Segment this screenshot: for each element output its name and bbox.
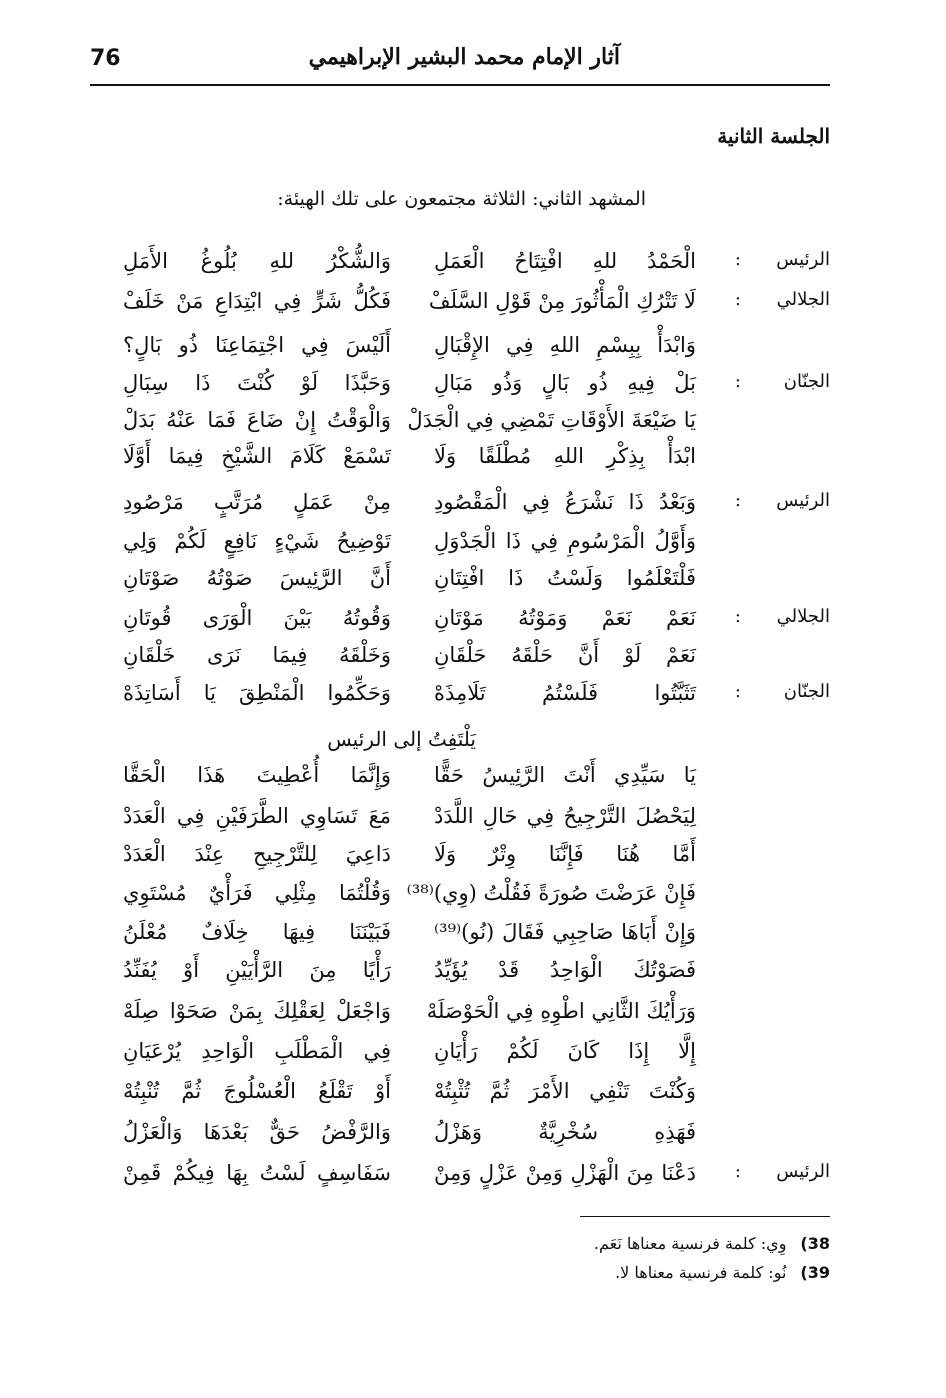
verse-row [0,836,946,876]
verse-second-hemistich: وَالرَّفْضُ حَقٌّ بَعْدَهَا وَالْعَزْلُ [123,1120,391,1144]
verse-row [0,523,946,563]
verse-row [0,438,946,478]
verse-second-hemistich: أَنَّ الرَّئِيسَ صَوْتُهُ صَوْتَانِ [123,566,391,590]
page-number: 76 [90,46,121,71]
verse-colon: : [734,1161,741,1182]
verse-row [0,1155,946,1195]
verse-row [0,675,946,715]
verse-first-hemistich: تَثَبَّتُوا فَلَسْتُمُ تَلَامِذَهْ [434,681,696,705]
verse-first-hemistich: الْحَمْدُ للهِ افْتِتَاحُ الْعَمَلِ [434,249,696,273]
verse-first-hemistich: لَا تَتْرُكِ الْمَأْثُورَ مِنْ قَوْلِ السَّلَفْ [428,289,696,313]
verse-first-hemistich: دَعْنَا مِنَ الْهَزْلِ وَمِنْ عَزْلٍ وَمِنْ [434,1161,696,1185]
verse-second-hemistich: فَبَيْنَنَا فِيهَا خِلَافٌ مُعْلَنُ [123,920,391,944]
verse-first-hemistich: نَعَمْ لَوْ أَنَّ حَلْقَهُ حَلْقَانِ [434,643,696,667]
verse-second-hemistich: وَاجْعَلْ لِعَقْلِكَ بِمَنْ صَحَوْا صِلَهْ [123,999,391,1023]
verse-row [0,402,946,442]
verse-second-hemistich: فَكُلُّ شَرٍّ فِي ابْتِدَاعِ مَنْ خَلَفْ [123,289,391,313]
verse-first-hemistich: وَابْدَأْ بِبِسْمِ اللهِ فِي الإِقْبَالِ [434,333,696,357]
verse-second-hemistich: مَعَ تَسَاوِي الطَّرَفَيْنِ فِي الْعَدَدْ [123,804,391,828]
verse-second-hemistich: وَحَبَّذَا لَوْ كُنْتَ ذَا سِبَالِ [123,371,391,395]
section-title: الجلسة الثانية [717,124,830,148]
verse-row [0,914,946,954]
verse-second-hemistich: سَفَاسِفٍ لَسْتُ بِهَا فِيكُمْ قَمِنْ [123,1161,391,1185]
running-title: آثار الإمام محمد البشير الإبراهيمي [308,44,620,70]
verse-row [0,993,946,1033]
footnote-number: 38) [800,1234,830,1253]
scene-description: المشهد الثاني: الثلاثة مجتمعون على تلك الهيئة: [277,188,646,210]
verse-second-hemistich: وَقُلْتُمَا مِثْلِي فَرَأْيٌ مُسْتَوِي [123,881,391,905]
verse-first-hemistich: وَرَأْيُكَ الثَّانِي اطْوِهِ فِي الْحَوْصَلَهْ [426,999,696,1023]
verse-first-hemistich: يَا ضَيْعَةَ الأَوْقَاتِ تَمْضِي فِي الْجَدَلْ [407,408,696,432]
verse-first-hemistich: ابْدَأْ بِذِكْرِ اللهِ مُطْلَقًا وَلَا [434,444,696,468]
verse-colon: : [734,490,741,511]
verse-first-hemistich: فَإِنْ عَرَضْتَ صُورَةً فَقُلْتُ (وِي)⁽³⁸⁾ [406,881,696,905]
verse-first-hemistich: لِيَحْصُلَ التَّرْجِيحُ فِي حَالِ اللَّدَدْ [434,804,696,828]
verse-row [0,1114,946,1154]
verse-second-hemistich: وَالشُّكْرُ للهِ بُلُوغُ الأَمَلِ [123,249,391,273]
verse-row [0,1073,946,1113]
verse-row [0,243,946,283]
verse-colon: : [734,681,741,702]
verse-first-hemistich: فَهَذِهِ سُخْرِيَّةٌ وَهَزْلُ [434,1120,696,1144]
verse-speaker: الرئيس [776,249,830,270]
footnote-divider [580,1216,830,1217]
verse-second-hemistich: دَاعِيَ لِلتَّرْجِيحِ عِنْدَ الْعَدَدْ [123,842,391,866]
verse-speaker: الجنّان [783,681,830,702]
verse-second-hemistich: فِي الْمَطْلَبِ الْوَاحِدِ يُرْعَيَانِ [123,1039,391,1063]
footnote [594,1234,830,1253]
verse-row [0,327,946,367]
verse-first-hemistich: وَأَوَّلُ الْمَرْسُومِ فِي ذَا الْجَدْوَلِ [434,529,696,553]
verse-row [0,637,946,677]
verse-speaker: الرئيس [776,1161,830,1182]
verse-row [0,757,946,797]
verse-row [0,798,946,838]
verse-speaker: الجلالي [776,606,830,627]
verse-second-hemistich: أَلَيْسَ فِي اجْتِمَاعِنَا ذُو بَالٍ؟ [123,333,391,357]
verse-row [0,484,946,524]
verse-row [0,875,946,915]
verse-first-hemistich: وَكُنْتَ تَنْفِي الأَمْرَ ثُمَّ تُثْبِتُهْ [434,1079,696,1103]
verse-colon: : [734,606,741,627]
verse-colon: : [734,249,741,270]
stage-direction: يَلْتَفِتُ إلى الرئيس [327,727,476,751]
verse-first-hemistich: يَا سَيِّدِي أَنْتَ الرَّئِيسُ حَقًّا [434,763,696,787]
verse-first-hemistich: أَمَّا هُنَا فَإِنَّنَا وِتْرٌ وَلَا [434,842,696,866]
verse-second-hemistich: وَالْوَقْتُ إِنْ ضَاعَ فَمَا عَنْهُ بَدَلْ [123,408,391,432]
footnote-text: وِي: كلمة فرنسية معناها نَعَم. [593,1234,787,1253]
verse-first-hemistich: وَبَعْدُ ذَا نَشْرَعُ فِي الْمَقْصُودِ [434,490,696,514]
verse-second-hemistich: وَإِنَّمَا أُعْطِيتَ هَذَا الْحَقَّا [123,763,391,787]
verse-row [0,1033,946,1073]
footnote-text: نُو: كلمة فرنسية معناها لا. [615,1263,787,1282]
verse-second-hemistich: وَخَلْقَهُ فِيمَا نَرَى خَلْقَانِ [123,643,391,667]
verse-speaker: الجنّان [783,371,830,392]
verse-row [0,283,946,323]
verse-speaker: الجلالي [776,289,830,310]
verse-second-hemistich: تَسْمَعْ كَلَامَ الشَّيْخِ فِيمَا أَوَّلَا [123,444,391,468]
verse-second-hemistich: وَحَكِّمُوا الْمَنْطِقَ يَا أَسَاتِذَهْ [123,681,391,705]
verse-colon: : [734,289,741,310]
verse-first-hemistich: فَلْتَعْلَمُوا وَلَسْتُ ذَا افْتِتَانِ [434,566,696,590]
verse-second-hemistich: أَوْ تَقْلَعُ الْعُسْلُوجَ ثُمَّ تُنْبِتُهْ [123,1079,391,1103]
page-header [90,40,830,86]
verse-row [0,952,946,992]
verse-first-hemistich: وَإِنْ أَبَاهَا صَاحِبِي فَقَالَ (نُو)⁽³⁹⁾ [434,920,696,944]
verse-first-hemistich: إِلَّا إِذَا كَانَ لَكُمْ رَأْيَانِ [434,1039,696,1063]
verse-row [0,560,946,600]
verse-first-hemistich: فَصَوْتُكَ الْوَاحِدُ قَدْ يُؤَيِّدُ [434,958,696,982]
verse-first-hemistich: بَلْ فِيهِ ذُو بَالٍ وَذُو مَبَالِ [434,371,696,395]
verse-second-hemistich: رَأْيًا مِنَ الرَّأْيَيْنِ أَوْ يُفَنِّدُ [123,958,391,982]
verse-row [0,365,946,405]
footnote-number: 39) [800,1263,830,1282]
verse-row [0,600,946,640]
verse-first-hemistich: نَعَمْ نَعَمْ وَمَوْتُهُ مَوْتَانِ [434,606,696,630]
verse-second-hemistich: تَوْضِيحُ شَيْءٍ نَافِعٍ لَكُمْ وَلِي [123,529,391,553]
verse-speaker: الرئيس [776,490,830,511]
verse-colon: : [734,371,741,392]
verse-second-hemistich: مِنْ عَمَلٍ مُرَتَّبٍ مَرْصُودِ [123,490,391,514]
verse-second-hemistich: وَقُوتُهُ بَيْنَ الْوَرَى قُوتَانِ [123,606,391,630]
footnote [615,1263,830,1282]
